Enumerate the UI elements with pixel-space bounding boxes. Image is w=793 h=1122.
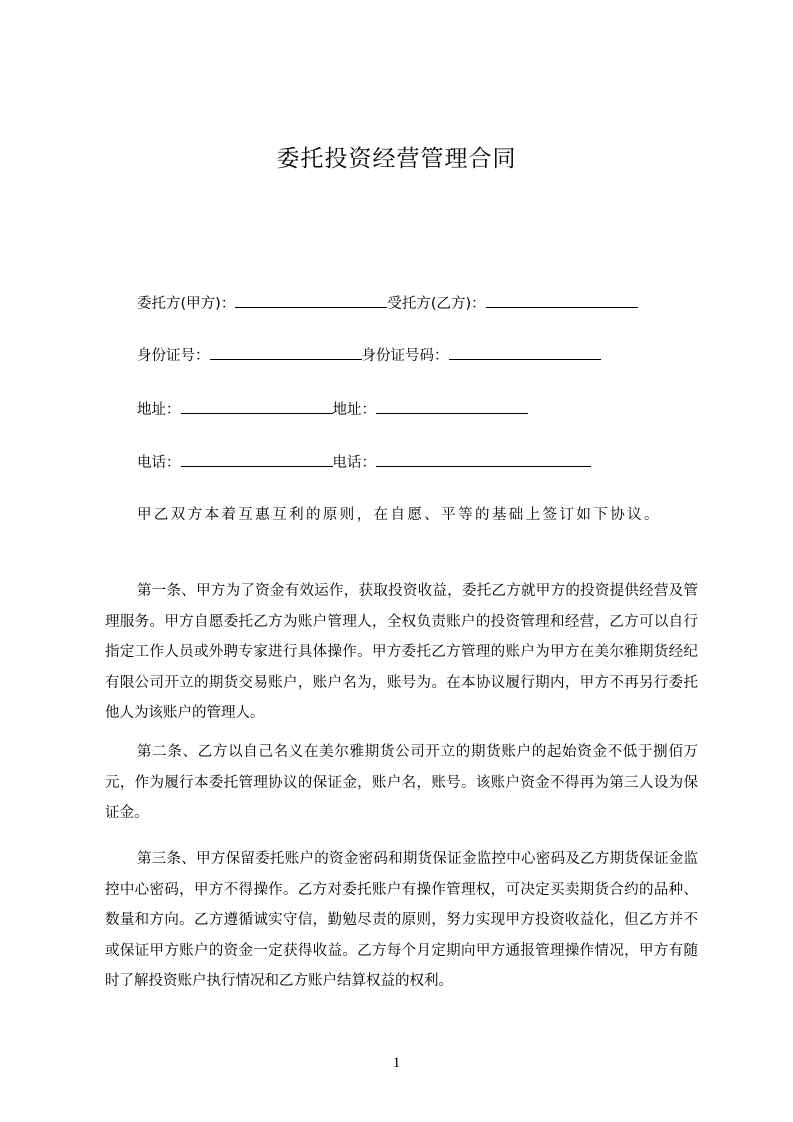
trustee-address-label: 地址： (332, 402, 376, 418)
article-2: 第二条、乙方以自己名义在美尔雅期货公司开立的期货账户的起始资金不低于捌佰万元，作为履行本委托管理协议的保证金，账户名，账号。该账户资金不得再为第三人设为保证金。 (105, 744, 698, 821)
client-phone-label: 电话： (137, 455, 181, 471)
phone-row (137, 451, 591, 473)
trustee-name-blank (486, 292, 638, 308)
party-names-row (137, 292, 638, 314)
address-row (137, 398, 528, 420)
trustee-label: 受托方(乙方)： (387, 296, 486, 312)
client-id-label: 身份证号： (137, 348, 210, 364)
trustee-phone-blank (376, 451, 591, 467)
article-1: 第一条、甲方为了资金有效运作，获取投资收益，委托乙方就甲方的投资提供经营及管理服务。甲方自愿委托乙方为账户管理人，全权负责账户的投资管理和经营，乙方可以自行指定工作人员或外聘专家进行具体操作。甲方委托乙方管理的账户为甲方在美尔雅期货经纪有限公司开立的期货交易账户，账户名为，账号为。在本协议履行期内，甲方不再另行委托他人为该账户的管理人。 (105, 583, 698, 721)
client-phone-blank (181, 451, 333, 467)
trustee-id-blank (449, 344, 601, 360)
client-name-blank (235, 292, 387, 308)
page-number: 1 (392, 1055, 401, 1071)
client-address-blank (181, 398, 333, 414)
trustee-phone-label: 电话： (332, 455, 376, 471)
client-label: 委托方(甲方)： (137, 296, 236, 312)
document-title: 委托投资经营管理合同 (276, 146, 517, 172)
client-address-label: 地址： (137, 402, 181, 418)
agreement-intro: 甲乙双方本着互惠互利的原则，在自愿、平等的基础上签订如下协议。 (137, 507, 661, 523)
trustee-address-blank (376, 398, 528, 414)
id-number-row (137, 344, 601, 366)
article-3: 第三条、甲方保留委托账户的资金密码和期货保证金监控中心密码及乙方期货保证金监控中心密码，甲方不得操作。乙方对委托账户有操作管理权，可决定买卖期货合约的品种、数量和方向。乙方遵循诚实守信，勤勉尽责的原则，努力实现甲方投资收益化，但乙方并不或保证甲方账户的资金一定获得收益。乙方每个月定期向甲方通报管理操作情况，甲方有随时了解投资账户执行情况和乙方账户结算权益的权利。 (105, 851, 698, 989)
client-id-blank (210, 344, 362, 360)
trustee-id-label: 身份证号码： (361, 348, 449, 364)
